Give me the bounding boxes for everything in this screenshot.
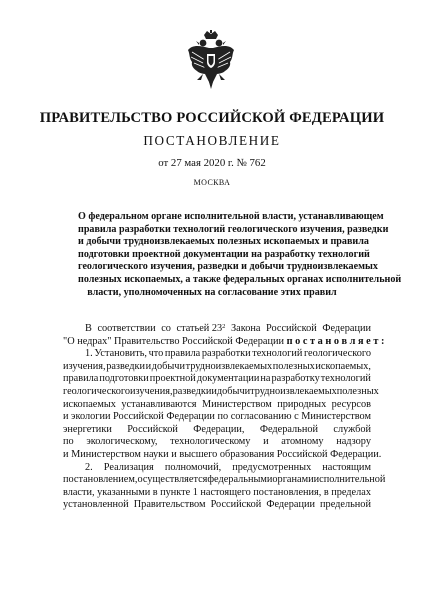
article-reference: статьей $23^2$	[176, 323, 226, 334]
paragraph-line: постановлением, осуществляется федеральными органами исполнительной	[63, 474, 386, 486]
title-line: и добычи трудноизвлекаемых полезных ископаемых и правила	[78, 236, 369, 248]
preamble-line: В соответствии со статьей $23^2$ Закона Российской Федерации	[85, 323, 371, 334]
paragraph-line: и экологии Российской Федерации по согласованию с Министерством	[63, 411, 371, 423]
paragraph-line: 1. Установить, что правила разработки технологий геологического	[85, 348, 371, 360]
paragraph-line: по экологическому, технологическому и атомному надзору	[63, 436, 371, 448]
paragraph-line: энергетики Российской Федерации, Федеральной службой	[63, 423, 371, 435]
resolves-word: п о с т а н о в л я е т :	[286, 335, 385, 347]
title-line: подготовки проектной документации на разработку технологий	[78, 248, 370, 260]
document-body	[63, 323, 386, 512]
paragraph-line: геологического изучения, разведки и добычи трудноизвлекаемых полезных	[63, 385, 379, 397]
document-city: МОСКВА	[193, 178, 231, 187]
paragraph-line: власти, указанными в пункте 1 настоящего постановления, в пределах	[63, 486, 371, 498]
paragraph-line: правила подготовки проектной документации на разработку технологий	[63, 373, 371, 385]
paragraph-line: и Министерством науки и высшего образования Российской Федерации.	[63, 448, 382, 460]
paragraph-line: 2. Реализация полномочий, предусмотренных настоящим	[85, 461, 371, 473]
paragraph-line: установленной Правительством Российской Федерации предельной	[63, 499, 371, 511]
preamble-line: "О недрах" Правительство Российской Федерации п о с т а н о в л я е т :	[63, 335, 385, 347]
coat-of-arms-icon	[187, 30, 235, 90]
government-name: ПРАВИТЕЛЬСТВО РОССИЙСКОЙ ФЕДЕРАЦИИ	[39, 110, 385, 126]
title-line: О федеральном органе исполнительной власти, устанавливающем	[78, 211, 384, 222]
paragraph-line: ископаемых устанавливаются Министерством природных ресурсов	[63, 398, 371, 410]
title-line: геологического изучения, разведки и добычи трудноизвлекаемых	[78, 261, 378, 273]
title-line: правила разработки технологий геологического изучения, разведки	[78, 223, 389, 235]
paragraph-line: изучения, разведки и добычи трудноизвлекаемых полезных ископаемых,	[63, 360, 371, 372]
document-date-number: от 27 мая 2020 г. № 762	[158, 157, 266, 169]
title-line: власти, уполномоченных на согласование этих правил	[87, 286, 337, 298]
document-type: ПОСТАНОВЛЕНИЕ	[143, 133, 281, 148]
title-line: полезных ископаемых, а также федеральных органах исполнительной	[78, 273, 402, 285]
document-title	[78, 211, 402, 299]
